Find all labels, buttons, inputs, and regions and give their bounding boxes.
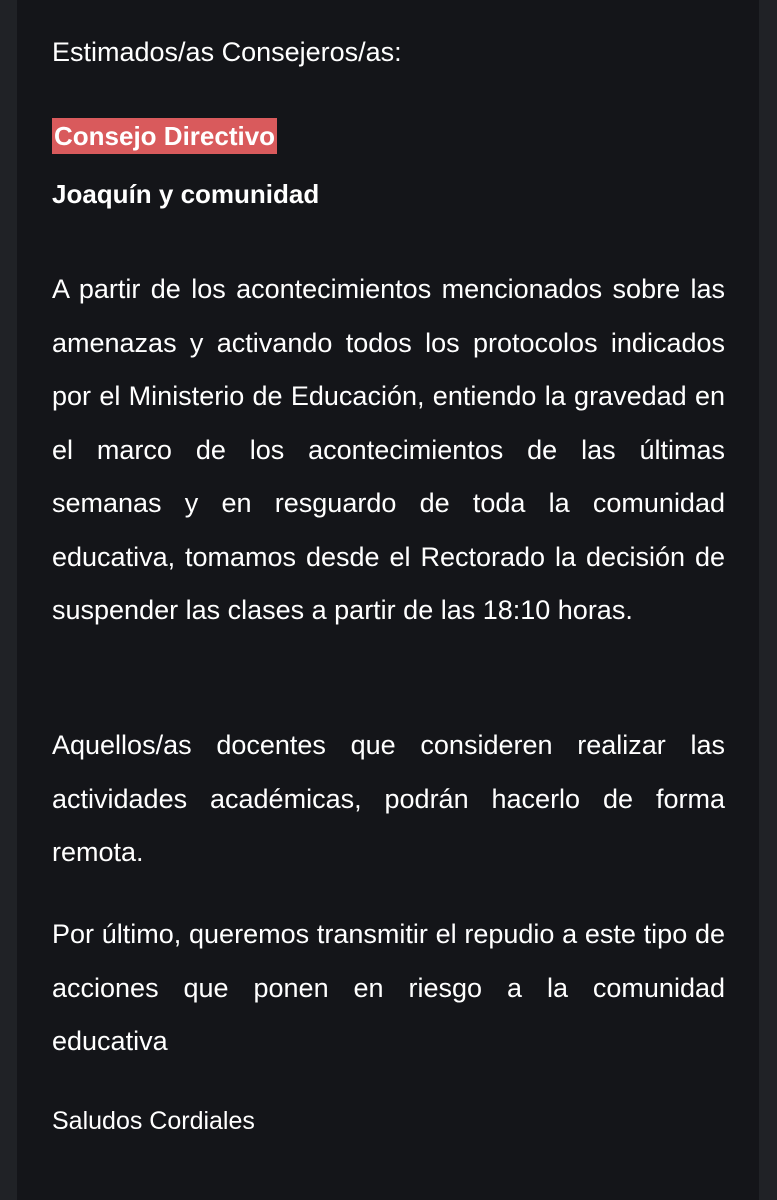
message-container bbox=[17, 0, 759, 1200]
subheading: Joaquín y comunidad bbox=[52, 179, 320, 209]
paragraph-suspension-notice: A partir de los acontecimientos mencionados sobre las amenazas y activando todos los protocolos indicados por el Ministerio de Educación, entiendo la gravedad en el marco de los acontecimientos de las últimas semanas y en resguardo de toda la comunidad educativa, tomamos desde el Rectorado la decisión de suspender las clases a partir de las 18:10 horas. bbox=[52, 274, 725, 625]
greeting-line: Estimados/as Consejeros/as: bbox=[52, 37, 402, 67]
closing-line: Saludos Cordiales bbox=[52, 1107, 255, 1135]
paragraph-remote-activities: Aquellos/as docentes que consideren realizar las actividades académicas, podrán hacerlo de forma remota. bbox=[52, 730, 725, 867]
highlighted-heading: Consejo Directivo bbox=[52, 118, 277, 154]
paragraph-repudiation: Por último, queremos transmitir el repudio a este tipo de acciones que ponen en riesgo a la comunidad educativa bbox=[52, 919, 725, 1056]
